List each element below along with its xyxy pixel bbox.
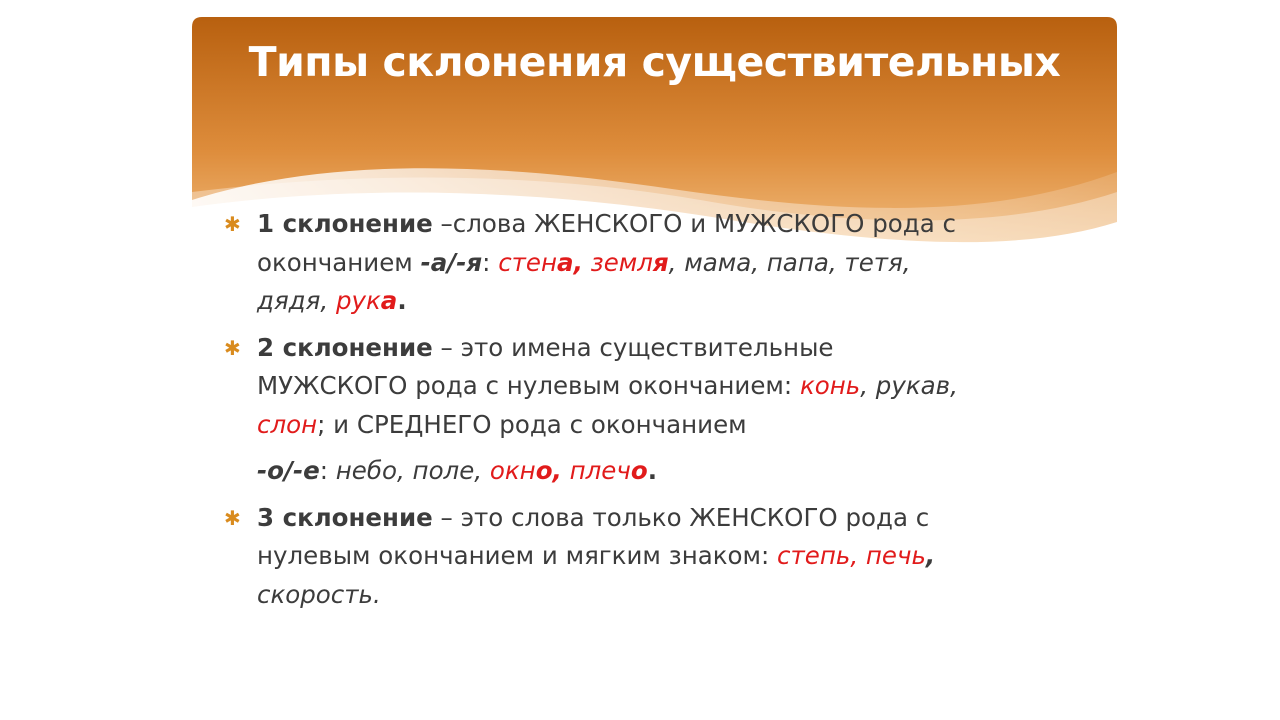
item-label: 1 склонение (257, 209, 433, 238)
asterisk-icon: ✱ (224, 505, 241, 530)
asterisk-icon: ✱ (224, 335, 241, 360)
item-text: 3 склонение – это слова только ЖЕНСКОГО рода с нулевым окончанием и мягким знаком: степь, печь, скорость. (257, 502, 936, 609)
item-label: 3 склонение (257, 502, 433, 532)
list-item-declension-3 (224, 499, 1024, 615)
list-item-declension-1 (224, 205, 1024, 321)
slide-title: Типы склонения существительных (248, 38, 1061, 86)
asterisk-icon: ✱ (224, 212, 241, 236)
list-item-declension-2 (224, 329, 1024, 445)
item-text: 2 склонение – это имена существительные МУЖСКОГО рода с нулевым окончанием: конь, рукав, слон; и СРЕДНЕГО рода с окончанием (257, 332, 958, 439)
list-item-continuation: -о/-е: небо, поле, окно, плечо. (257, 456, 657, 485)
item-text: 1 склонение –слова ЖЕНСКОГО и МУЖСКОГО рода с окончанием -а/-я: стена, земля, мама, папа, тетя, дядя, рука. (257, 209, 956, 315)
slide-content (224, 205, 1024, 622)
item-label: 2 склонение (257, 332, 433, 362)
